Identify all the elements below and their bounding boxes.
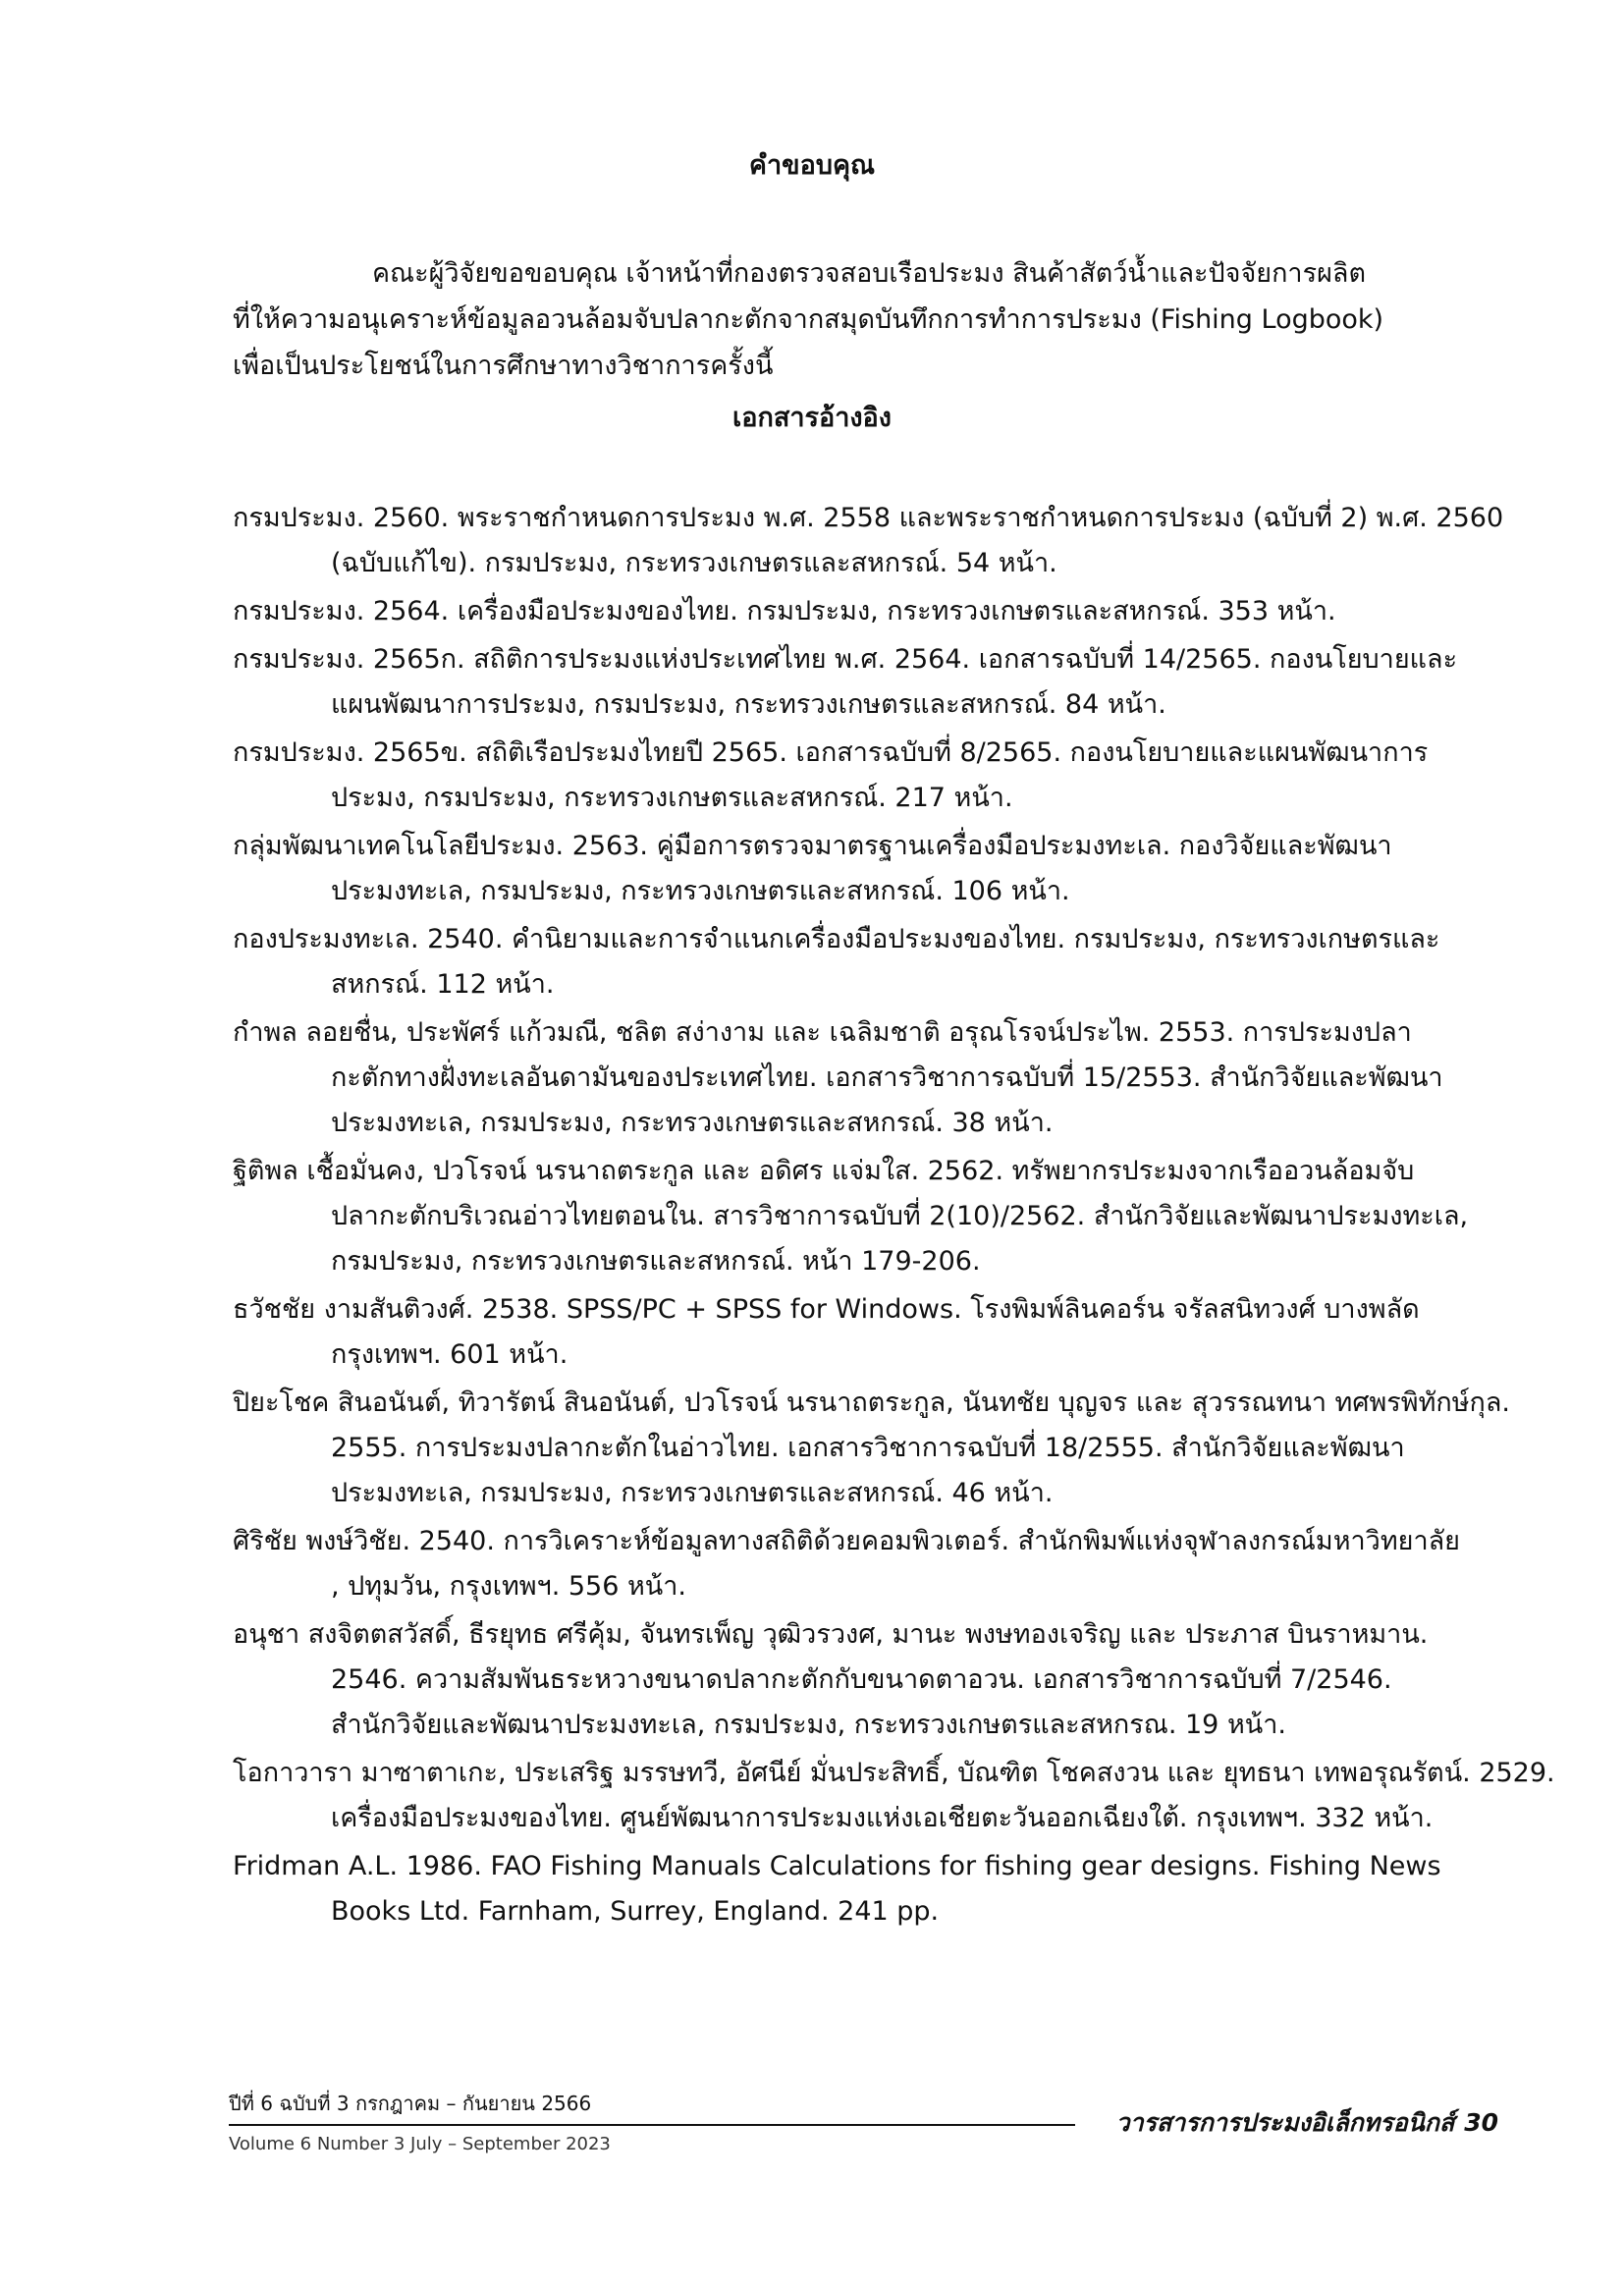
- references-heading: เอกสารอ้างอิง: [732, 403, 892, 433]
- reference-line: กรมประมง. 2560. พระราชกำหนดการประมง พ.ศ. 2558 และพระราชกำหนดการประมง (ฉบับที่ 2) พ.ศ. 2560: [233, 503, 1504, 533]
- reference-line: อนุชา สงจิตตสวัสดิ์, ธีรยุทธ ศรีคุ้ม, จันทรเพ็ญ วุฒิวรวงศ, มานะ พงษทองเจริญ และ ประภาส บินราหมาน.: [233, 1619, 1429, 1650]
- reference-line: ฐิติพล เชื้อมั่นคง, ปวโรจน์ นรนาถตระกูล และ อดิศร แจ่มใส. 2562. ทรัพยากรประมงจากเรืออวนล้อมจับ: [233, 1156, 1415, 1186]
- reference-entry: [233, 1381, 1511, 1516]
- reference-line: สหกรณ์. 112 หน้า.: [331, 969, 555, 1000]
- acknowledgement-line: ที่ให้ความอนุเคราะห์ข้อมูลอวนล้อมจับปลากะตักจากสมุดบันทึกการทำการประมง (Fishing Logbook): [233, 304, 1384, 335]
- reference-line: , ปทุมวัน, กรุงเทพฯ. 556 หน้า.: [331, 1571, 686, 1602]
- reference-line: 2546. ความสัมพันธระหวางขนาดปลากะตักกับขนาดตาอวน. เอกสารวิชาการฉบับที่ 7/2546.: [331, 1664, 1392, 1695]
- reference-line: ศิริชัย พงษ์วิชัย. 2540. การวิเคราะห์ข้อมูลทางสถิติด้วยคอมพิวเตอร์. สำนักพิมพ์แห่งจุฬาลงกรณ์มหาวิทยาลัย: [233, 1526, 1460, 1556]
- reference-line: กะตักทางฝั่งทะเลอันดามันของประเทศไทย. เอกสารวิชาการฉบับที่ 15/2553. สำนักวิจัยและพัฒนา: [331, 1062, 1443, 1093]
- acknowledgement-line: คณะผู้วิจัยขอขอบคุณ เจ้าหน้าที่กองตรวจสอบเรือประมง สินค้าสัตว์น้ำและปัจจัยการผลิต: [372, 258, 1366, 289]
- reference-line: กำพล ลอยชื่น, ประพัศร์ แก้วมณี, ชลิต สง่างาม และ เฉลิมชาติ อรุณโรจน์ประไพ. 2553. การประมงปลา: [233, 1017, 1412, 1048]
- reference-entry: [233, 1844, 1475, 1934]
- acknowledgement-heading: คำขอบคุณ: [748, 150, 876, 181]
- reference-line: ปลากะตักบริเวณอ่าวไทยตอนใน. สารวิชาการฉบับที่ 2(10)/2562. สำนักวิจัยและพัฒนาประมงทะเล,: [331, 1201, 1469, 1231]
- page-number: 30: [1464, 2108, 1498, 2137]
- acknowledgement-paragraph: [233, 250, 1475, 389]
- reference-entry: [233, 637, 1475, 728]
- reference-entry: [233, 1010, 1475, 1146]
- reference-line: ปิยะโชค สินอนันต์, ทิวารัตน์ สินอนันต์, ปวโรจน์ นรนาถตระกูล, นันทชัย บุญจร และ สุวรรณทนา ทศพรพิทักษ์กุล.: [233, 1388, 1511, 1418]
- reference-entry: [233, 1519, 1475, 1609]
- reference-line: สำนักวิจัยและพัฒนาประมงทะเล, กรมประมง, กระทรวงเกษตรและสหกรณ. 19 หน้า.: [331, 1710, 1286, 1740]
- reference-line: กรมประมง. 2565ข. สถิติเรือประมงไทยปี 2565. เอกสารฉบับที่ 8/2565. กองนโยบายและแผนพัฒนาการ: [233, 737, 1429, 768]
- reference-entry: [233, 731, 1475, 821]
- reference-entry: [233, 917, 1475, 1007]
- reference-line: กรุงเทพฯ. 601 หน้า.: [331, 1339, 568, 1370]
- reference-line: เครื่องมือประมงของไทย. ศูนย์พัฒนาการประมงแห่งเอเชียตะวันออกเฉียงใต้. กรุงเทพฯ. 332 หน้า.: [331, 1803, 1434, 1833]
- reference-line: ประมง, กรมประมง, กระทรวงเกษตรและสหกรณ์. 217 หน้า.: [331, 783, 1013, 813]
- reference-line: ประมงทะเล, กรมประมง, กระทรวงเกษตรและสหกรณ์. 106 หน้า.: [331, 876, 1070, 906]
- reference-line: Fridman A.L. 1986. FAO Fishing Manuals Calculations for fishing gear designs. Fishing News: [233, 1851, 1441, 1881]
- reference-line: Books Ltd. Farnham, Surrey, England. 241 pp.: [331, 1896, 940, 1927]
- reference-entry: [233, 1149, 1475, 1284]
- reference-entry: [233, 1287, 1475, 1378]
- reference-line: 2555. การประมงปลากะตักในอ่าวไทย. เอกสารวิชาการฉบับที่ 18/2555. สำนักวิจัยและพัฒนา: [331, 1433, 1405, 1463]
- footer-journal: [1116, 2103, 1498, 2143]
- reference-line: กองประมงทะเล. 2540. คำนิยามและการจำแนกเครื่องมือประมงของไทย. กรมประมง, กระทรวงเกษตรและ: [233, 924, 1440, 954]
- footer-divider: [229, 2124, 1075, 2126]
- reference-line: ประมงทะเล, กรมประมง, กระทรวงเกษตรและสหกรณ์. 38 หน้า.: [331, 1108, 1054, 1138]
- reference-line: กรมประมง. 2564. เครื่องมือประมงของไทย. กรมประมง, กระทรวงเกษตรและสหกรณ์. 353 หน้า.: [233, 596, 1336, 626]
- reference-line: แผนพัฒนาการประมง, กรมประมง, กระทรวงเกษตรและสหกรณ์. 84 หน้า.: [331, 689, 1166, 720]
- reference-line: (ฉบับแก้ไข). กรมประมง, กระทรวงเกษตรและสหกรณ์. 54 หน้า.: [331, 548, 1057, 578]
- footer-journal-title: วารสารการประมงอิเล็กทรอนิกส์: [1115, 2108, 1455, 2137]
- reference-line: กรมประมง. 2565ก. สถิติการประมงแห่งประเทศไทย พ.ศ. 2564. เอกสารฉบับที่ 14/2565. กองนโยบายและ: [233, 644, 1458, 675]
- reference-entry: [233, 824, 1475, 914]
- reference-line: ธวัชชัย งามสันติวงศ์. 2538. SPSS/PC + SPSS for Windows. โรงพิมพ์ลินคอร์น จรัลสนิทวงศ์ บางพลัด: [233, 1294, 1420, 1325]
- reference-line: ประมงทะเล, กรมประมง, กระทรวงเกษตรและสหกรณ์. 46 หน้า.: [331, 1478, 1054, 1508]
- acknowledgement-line: เพื่อเป็นประโยชน์ในการศึกษาทางวิชาการครั้งนี้: [233, 351, 774, 381]
- references-list: [233, 496, 1555, 1937]
- footer-issue-thai: ปีที่ 6 ฉบับที่ 3 กรกฎาคม – กันยายน 2566: [229, 2092, 592, 2115]
- footer-issue-english: Volume 6 Number 3 July – September 2023: [229, 2134, 611, 2154]
- reference-entry: [233, 1751, 1555, 1841]
- reference-entry: [233, 496, 1504, 586]
- reference-entry: [233, 589, 1475, 634]
- reference-line: กรมประมง, กระทรวงเกษตรและสหกรณ์. หน้า 179-206.: [331, 1246, 981, 1277]
- reference-line: กลุ่มพัฒนาเทคโนโลยีประมง. 2563. คู่มือการตรวจมาตรฐานเครื่องมือประมงทะเล. กองวิจัยและพัฒนา: [233, 831, 1392, 861]
- reference-line: โอกาวารา มาซาตาเกะ, ประเสริฐ มรรษทวี, อัศนีย์ มั่นประสิทธิ์, บัณฑิต โชคสงวน และ ยุทธนา เทพอรุณรัตน์. 2529.: [233, 1758, 1555, 1788]
- reference-entry: [233, 1612, 1475, 1748]
